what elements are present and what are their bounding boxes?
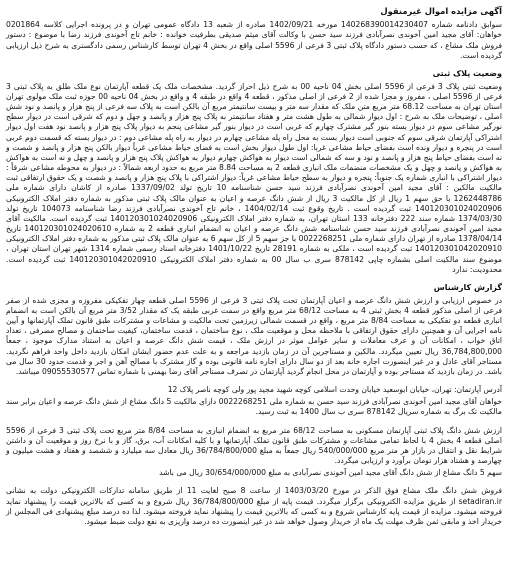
notice-intro: سوابق دادنامه شماره 140268390014230407 مورخه 1402/09/21 صادره از شعبه 13 دادگاه عمومی تهران و در پرونده اجرایی کلاسه 0201864 خواهان: آقای مجید امین آخوندی نصرآبادی فرزند سید حسن با وکالت آقای میثم صدیقی بطرفیت خوانده : خانم تاج آخوندی فرزند رضا با موضوع : دستور فروش ملک مشاع ، که حسب دستور دادگاه پلاک ثبتی 3 فرعی از 5596 اصلی واقع در بخش 4 تهران توسط کارشناس رسمی دادگستری به شرح ذیل ارزیابی گردیده است.: [6, 20, 503, 60]
section-registration-heading: وضعیت پلاک ثبتی: [432, 68, 502, 78]
address-line: آدرس آپارتمان: تهران، خیابان ابوسعید خیابان وحدت اسلامی کوچه شهید مجید پور ولی کوچه ناصر پلاک 12: [167, 385, 502, 395]
notice-title: آگهی مزایده اموال غیرمنقول: [380, 6, 502, 16]
share-value-body: سهم 5 دانگ مشاع از شش دانگ آقای مجید امین آخوندی نصرآبادی به مبلغ 30/654/000/000 ریال می باشد: [159, 468, 502, 478]
section-registration-body: وضعیت ثبتی پلاک 3 فرعی از 5596 اصلی بخش 04 ناحیه 00 به شرح ذیل احراز گردید. مشخصات ملک یک قطعه آپارتمان نوع ملک طلق به پلاک ثبتی 3 فرعی از 5596 اصلی ، مفروز و مجزا شده از 2 فرعی از اصلی مذکور ، قطعه 4 واقع در طبقه 4 و واقع در بخش 04 ناحیه 00 حوزه ثبت ملک مولوی تهران استان تهران به مساحت 68.12 متر مربع متن ملک که مقدار سه متر و بیست سانتیمتر مربع آن بالکن است به پلاک سه فرعی از پنج هزار و پانصد و نود شش اصلی ، توضیحات ملک به شرح : اول دیوار شمالی به طول هشت متر و هفتاد سانتیمتر به پلاک پنج هزار و پانصد و جهل و دوم که شرقی است در دیوار سطح نورگیر مشاعی سوم در دیوار بسته بنور گیر مشترک چهارم که غربی است در دیوار بنور گیر مشاعی پنجم به دیوار پلاک پنج هزار و پانصد نود هفت اول دیوار اشتراکی آپارتمان شرقی سوم که جنوبی است دیوار بست به محل راه پله مشاعی چهارم در دیوار به راه پله مشاعی دوم : در دیوار بسته که قسمت دوم غربی است در پنجره و دیوار ونده است بفضای حیاط مشاعی غربا: اول طول دیوار بخش است به فضای حیاط مشاعی غرباً دیوار بالکن پنج هزار و پانصد و شصت و نه است بفضای حیاط پنج هزار و پانصد و نود و سه که شمالی است دیوار به هواکش چهارم دیوار به هواکش پلاک پنج هزار و پانصد و چهل و نه است به هواکش به هواکش و پانصد و چهل و یک مشخصات منضمات ملک انباری قطعه 2 به مساحت 8.84 متر مربع به حدود اربعه شمالاً : در دیوار به محوطه مشاعی شرقاً : دیوار اشتراکی با انباری شماره یک جنوباً: پنجره و دیوار به سطح حیاط مشاعی غرباً: دیوار اشتراکی با پلاک پنج هزار و پانصد و شصت و یک حقوق ارتفاقی ثبت مالکیت مالکین : آقای مجید امین آخوندی نصرآبادی فرزند سید حسن شناسنامه 10 تاریخ تولد 1337/09/02 صادره از کاشان دارای شماره ملی 1262448786 با حق سهم 1 ریال از کل مالکیت 3 ریال از شش دانگ عرصه و اعیان به عنوان مالک پلاک ثبتی مذکور به شماره دفتر املاک الکترونیکی 140120301024020906 ثبت گردیده است . تاریخ وقوع ثبت 1404/02/14 ، خانم تاج آخوندی نصرآبادی فرزند رضا شناسنامه 104073 تاریخ تولد 1374/03/30 شماره سند 222 دفترخانه 133 استان تهران، به شماره دفتر املاک الکترونیکی 140120301024020906 ثبت گردیده است. مالکیت آقای مجید امین آخوندی نصرآبادی فرزند سید حسن شناسنامه شش دانگ عرصه و اعیان به انضمام انباری قطعه 2 به شماره 140120301024020610 تاریخ 1378/04/14 صادره از تهران دارای شماره ملی 0022268251 با جز سهم 5 از کل سهم 6 به عنوان مالک پلاک ثبتی مذکور به شماره دفتر املاک الکترونیکی 140120301042020910 ثبت گردیده است ، ملکی به شماره 28191 تاریخ 1401/10/22 دفترخانه اسناد رسمی شماره 1314 شهر تهران استان تهران ، موضوع سند مالکیت اصلی بشماره چاپی 878142 سری ب سال 00 به شماره دفتر املاک الکترونیکی 140120301042020910 ثبت گردیده است. محدودیت: ندارد: [6, 81, 503, 274]
auction-body: فروش شش دانگ ملک مشاع فوق الذکر در مورخ 1403/03/20 از ساعت 8 صبح لغایت 11 از طریق سامانه تدارکات الکترونیکی دولت به نشانی setadiran.ir از طریق مزایده الکترونیکی برگزار میگردد. قیمت پایه از مبلغ 36/784/800/000 ریال شروع و به کسی که بالاترین قیمت را پیشنهاد نماید فروخته میشود. مزایده از قیمت پایه کارشناس شروع و به کسی که بالاترین قیمت را پیشنهاد نماید فروخته میشود. لذا ده درصد مبلغ پیشنهادی فی المجلس از خریدار اخذ و مابقی ثمن ظرف مهلت یک ماه از خریدار وصول خواهد شد در غیر اینصورت ده درصد واریزی به نفع دولت ضبط میشود.: [6, 486, 502, 526]
owner-line: خواهان آقای مجید امین آخوندی نصرآبادی فرزند سید حسن به شماره ملی 0022268251 دارای مالکیت 5 دانگ مشاع از شش دانگ عرصه و اعیان برابر سند مالکیت تک برگ به شماره سریال 878142 سری ب سال 1400 به ثبت رسید.: [6, 397, 503, 417]
valuation-body: ارزش شش دانگ پلاک ثبتی آپارتمان مسکونی به مساحت 68/12 متر مربع به انضمام انباری به مساحت 8/84 متر مربع تحت پلاک ثبتی 3 فرعی از 5596 اصلی قطعه 4 بخش 4 با لحاظ تمامی مشاعات و مشترکات طبق قانون تملک آپارتمانها و با کلیه امکانات آب، برق، گاز و با نرخ روز و موقعیت آن و داشتن شرایط نقل و انتقال در بازار هر متر مربع 540/000/000 ریال جمعاً به مبلغ 36/784/800/000 ریال معادل سه میلیارد و ششصد و هفتاد و هشت میلیون و چهارصد و هشتاد هزار تومان برآورد و ارزیابی میگردد.: [6, 425, 503, 466]
section-expert-heading: گزارش کارشناس: [433, 282, 502, 292]
section-expert-body: در خصوص ارزیابی و ارزش شش دانگ عرصه و اعیان آپارتمان تحت پلاک ثبتی 3 فرعی از 5596 اصلی قطعه چهار تفکیکی مفروزه و مجزی شده از صفر فرعی از اصلی مذکور قطعه 4 بخش ثبتی 4 به مساحت 68/12 متر مربع واقع در سمت غربی طبقه یک که مقدار 3/52 متر مربع آن بالکن است به انضمام انباری قطعه دو تفکیکی به مساحت 8/84 متر مربع ، واقع در قسمت شمالی زیرزمین تحت مالکیت و مشاعات و مشترکات طبق قانون تملک آپارتمانها و آیین نامه اجرایی آن و همچنین دارای حقوق ارتفاقی با ملاحظه محل و موقعیت ملک ، نوع ساختمان ، قدمت ساختمان، کیفیت ساختمان و مصالح مصرفی ، تعداد اتاق خواب ، امکانات آن و عرف معاملات و سایر عوامل موثر در ارزش ملک ، قیمت شش دانگ عرصه و اعیان به استناد مدارک موجود ، جمعاً 36,784,800,000 ریال تعیین میگردد. مالکین و مستاجرین آن در زمان بازدید مراجعه و به علت عدم حضور ایشان امکان بازدید داخل واحد فراهم نگردید. مستاجر آقای عادل و در غیر اینصورت اجاره خانه بعد از دو سال دارای اجاره نامه قانونی بوده و گاز مشترک با مصالح آهن و اجر و قدمت حدود 30 سال می باشد. در زمان بازدید که مستاجر بوده و آپارتمان در محل انجام گردید آپارتمان در تصرف مستاجر آقای رضا بهمنی با شماره تماس 09055530577 میباشد.: [6, 295, 503, 376]
